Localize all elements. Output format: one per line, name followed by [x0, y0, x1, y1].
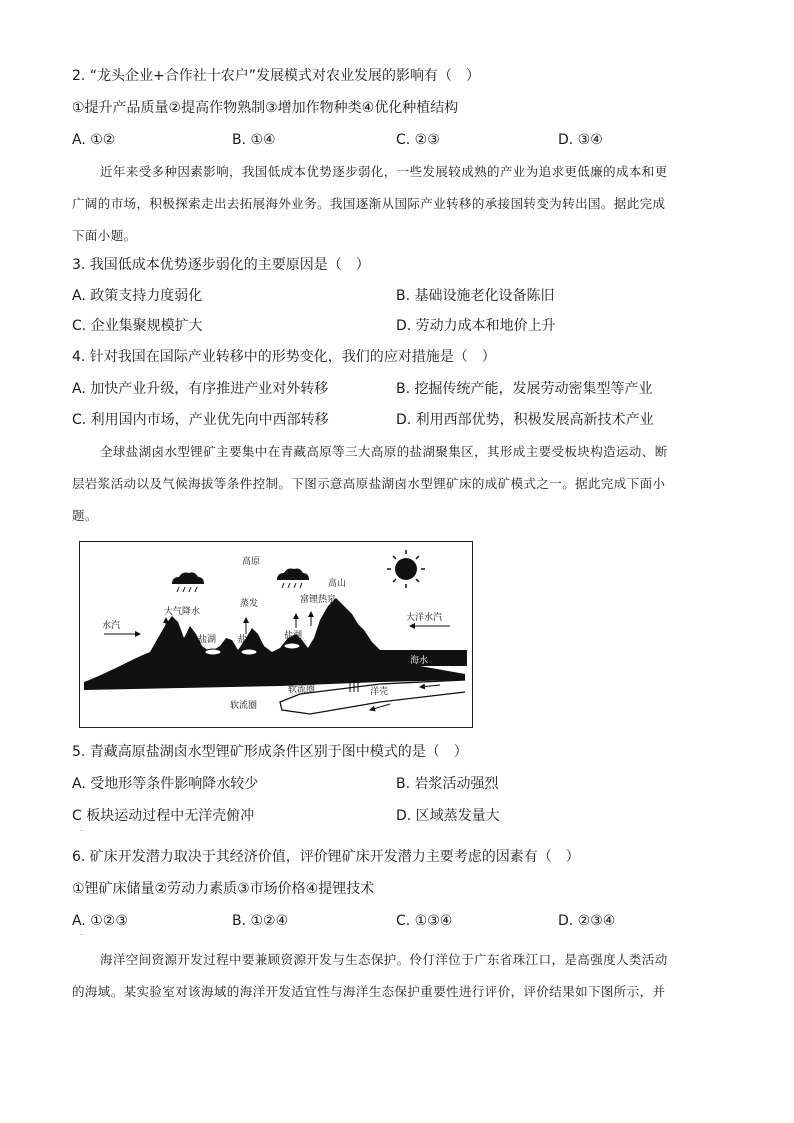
label-salt-lake-1: 盐湖: [198, 635, 217, 645]
passage-1-line-1: 近年来受多种因素影响，我国低成本优势逐步弱化，一些发展较成熟的产业为追求更低廉的成本和更: [100, 164, 668, 179]
q4-stem: 4. 针对我国在国际产业转移中的形势变化，我们的应对措施是（ ）: [72, 349, 496, 365]
q2-option-a: A. ①②: [72, 132, 116, 148]
q5-option-c: C 板块运动过程中无洋壳俯冲: [72, 808, 255, 824]
q2-option-d: D. ③④: [558, 132, 603, 148]
q3-option-d: D. 劳动力成本和地价上升: [396, 318, 556, 334]
q4-option-c: C. 利用国内市场，产业优先向中西部转移: [72, 412, 329, 428]
diagram-svg: [80, 542, 471, 726]
q5-option-a: A. 受地形等条件影响降水较少: [72, 776, 259, 792]
q3-option-b: B. 基础设施老化设备陈旧: [396, 288, 555, 304]
passage-3-line-1: 海洋空间资源开发过程中要兼顾资源开发与生态保护。伶仃洋位于广东省珠江口，是高强度人类活动: [100, 952, 668, 967]
q5-option-b: B. 岩浆活动强烈: [396, 776, 499, 792]
passage-2-line-3: 题。: [72, 508, 98, 523]
label-ocean-crust: 洋壳: [370, 687, 389, 697]
label-li-spring: 富锂热泉: [300, 595, 337, 605]
q2-option-c: C. ②③: [396, 132, 440, 148]
passage-2: [72, 436, 722, 532]
q5-stem: 5. 青藏高原盐湖卤水型锂矿形成条件区别于图中模式的是（ ）: [72, 744, 468, 760]
label-ocean-vapor: 大洋水汽: [406, 613, 443, 623]
q6-option-b: B. ①②④: [232, 913, 289, 929]
passage-1-line-2: 广阔的市场，积极探索走出去拓展海外业务。我国逐渐从国际产业转移的承接国转变为转出国。据此完成: [72, 196, 666, 211]
label-atm-precip: 大气降水: [164, 607, 201, 617]
label-vapor: 水汽: [102, 621, 121, 631]
q6-option-a: A. ①②③: [72, 913, 128, 929]
rain-cloud-icon: [172, 573, 204, 593]
q2-option-b: B. ①④: [232, 132, 276, 148]
q3-option-c: C. 企业集聚规模扩大: [72, 318, 203, 334]
q3-option-a: A. 政策支持力度弱化: [72, 288, 203, 304]
label-salt-lake-2: 盐湖: [238, 635, 257, 645]
plate-motion-arrow: [370, 704, 390, 710]
q2-items: ①提升产品质量②提高作物熟制③增加作物种类④优化种植结构: [72, 100, 459, 116]
salt-lake-shape: [241, 649, 257, 655]
sun-icon: [387, 550, 425, 588]
q5-option-d: D. 区域蒸发量大: [396, 808, 500, 824]
passage-1-line-3: 下面小题。: [72, 228, 137, 243]
q3-stem: 3. 我国低成本优势逐步弱化的主要原因是（ ）: [72, 257, 370, 273]
passage-2-line-2: 层岩浆活动以及气候海拔等条件控制。下图示意高原盐湖卤水型锂矿床的成矿模式之一。据此完成下面小: [72, 476, 666, 491]
label-mountain: 高山: [328, 579, 347, 589]
label-salt-lake-3: 盐湖: [284, 631, 303, 641]
label-asthenosphere-2: 软流圈: [230, 701, 258, 711]
rain-cloud-icon: [277, 569, 309, 589]
q4-option-a: A. 加快产业升级，有序推进产业对外转移: [72, 381, 329, 397]
salt-lake-shape: [205, 649, 221, 655]
mountain-landmass: [84, 598, 465, 690]
stray-mark: .: [80, 928, 83, 937]
q6-items: ①锂矿床储量②劳动力素质③市场价格④提锂技术: [72, 881, 375, 897]
label-plateau: 高原: [242, 557, 261, 567]
q6-option-d: D. ②③④: [558, 913, 616, 929]
lithium-deposit-diagram: [79, 541, 473, 728]
q6-stem: 6. 矿床开发潜力取决于其经济价值，评价锂矿床开发潜力主要考虑的因素有（ ）: [72, 849, 580, 865]
label-evaporation: 蒸发: [240, 599, 259, 609]
q2-stem: 2. “龙头企业+合作社十农户”发展模式对农业发展的影响有（ ）: [72, 68, 481, 84]
passage-1: [72, 156, 722, 252]
passage-2-line-1: 全球盐湖卤水型锂矿主要集中在青藏高原等三大高原的盐湖聚集区，其形成主要受板块构造运动、断: [100, 444, 668, 459]
q6-option-c: C. ①③④: [396, 913, 453, 929]
passage-3-line-2: 的海域。某实验室对该海域的海洋开发适宜性与海洋生态保护重要性进行评价，评价结果如下图所示，并: [72, 984, 666, 999]
stray-mark: .: [80, 824, 83, 833]
passage-3: [72, 944, 722, 1008]
q4-option-d: D. 利用西部优势，积极发展高新技术产业: [396, 412, 654, 428]
label-seawater: 海水: [410, 656, 429, 666]
q4-option-b: B. 挖掘传统产能，发展劳动密集型等产业: [396, 381, 653, 397]
label-asthenosphere-1: 软流圈: [288, 685, 316, 695]
salt-lake-shape: [284, 643, 300, 649]
